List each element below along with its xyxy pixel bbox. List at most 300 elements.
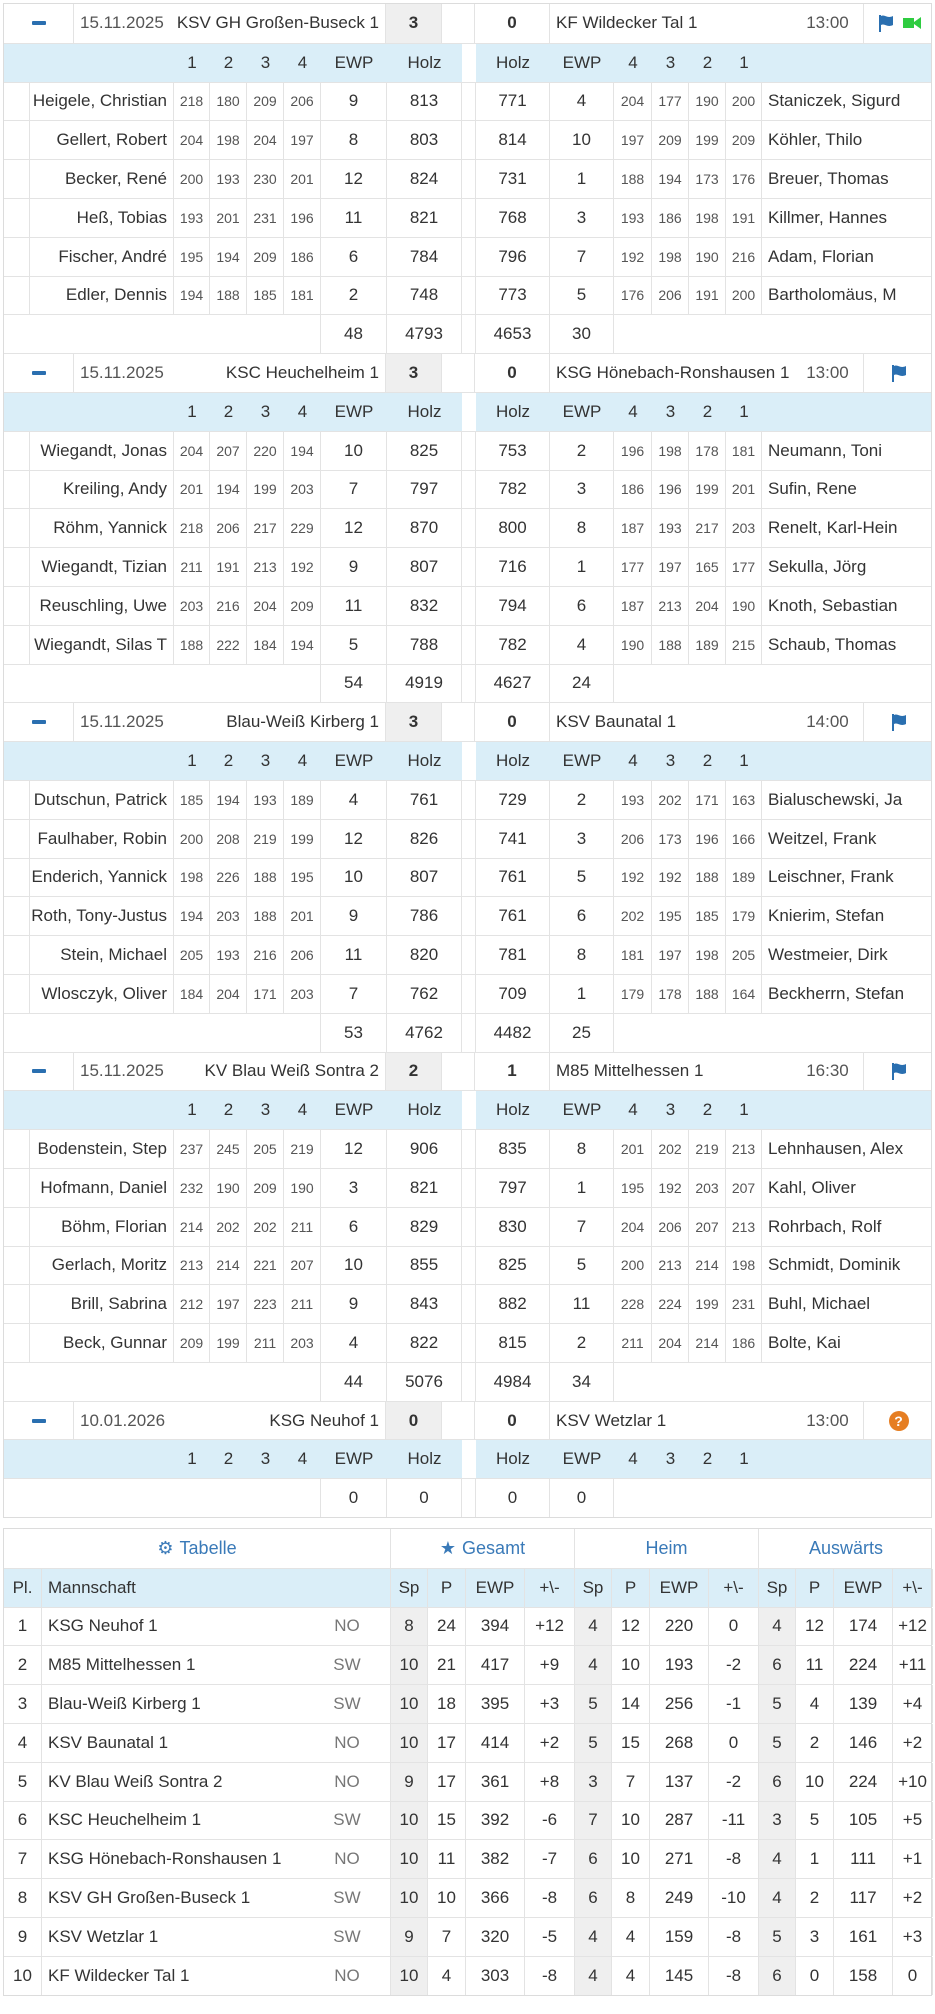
match-time: 13:00 [792,4,864,43]
middle-gap [462,626,476,664]
stat-h-2: 287 [650,1802,709,1840]
away-holz: 835 [476,1130,550,1168]
standing-place: 3 [4,1685,42,1723]
away-player-name[interactable]: Breuer, Thomas [768,169,889,189]
away-set-score: 202 [614,897,652,935]
middle-gap [462,199,476,237]
stat-h-0: 3 [575,1763,612,1801]
away-holz: 709 [476,975,550,1013]
row-spacer [4,897,30,935]
stat-g-2: 392 [466,1802,525,1840]
home-ewp: 11 [321,936,387,974]
home-set-score: 190 [284,1169,321,1207]
standing-team[interactable]: KSV Wetzlar 1 [48,1926,159,1946]
match-time: 13:00 [792,1402,864,1440]
home-total-holz: 4762 [387,1014,462,1052]
home-set-score: 212 [174,1285,210,1323]
away-set-score: 202 [652,781,689,819]
home-player-name[interactable]: Hofmann, Daniel [30,1169,174,1207]
away-set-score: 190 [689,83,726,121]
home-player-name[interactable]: Edler, Dennis [30,277,174,315]
home-set-score: 185 [174,781,210,819]
tab-gesamt[interactable] [391,1529,575,1568]
flag-icon[interactable] [889,712,909,732]
home-ewp: 4 [321,781,387,819]
home-ewp: 12 [321,160,387,198]
col-header-s1: 1 [187,751,197,771]
away-set-score: 186 [652,199,689,237]
stat-h-0: 4 [575,1957,612,1995]
tab-tabelle-label: Tabelle [179,1537,237,1558]
away-set-score: 207 [726,1169,762,1207]
home-set-score: 201 [284,160,321,198]
home-set-score: 209 [284,587,321,625]
away-set-score: 202 [652,1130,689,1168]
away-holz: 768 [476,199,550,237]
home-set-score: 197 [210,1285,247,1323]
flag-icon[interactable] [876,13,896,33]
match-icons [864,703,933,741]
collapse-button[interactable] [4,703,74,741]
away-set-score: 177 [726,548,762,586]
away-player-name[interactable]: Schaub, Thomas [768,634,897,654]
standings-row [4,1723,931,1762]
home-player-name[interactable]: Röhm, Yannick [30,509,174,547]
home-player-name[interactable]: Faulhaber, Robin [30,820,174,858]
stat-a-3: +11 [893,1646,933,1684]
away-player-name[interactable]: Neumann, Toni [768,440,883,460]
collapse-button[interactable] [4,1402,74,1440]
minus-icon[interactable] [32,1069,46,1073]
header-ewp: EWP [466,1569,525,1607]
minus-icon[interactable] [32,720,46,724]
col-header-s2: 2 [702,751,713,771]
stat-g-1: 11 [428,1840,466,1878]
home-player-name[interactable]: Stein, Michael [30,936,174,974]
away-ewp: 3 [550,820,614,858]
away-holz: 782 [476,626,550,664]
away-player-name[interactable]: Adam, Florian [768,246,874,266]
stat-g-0: 10 [391,1646,428,1684]
player-row [4,508,931,547]
stat-a-0: 6 [759,1763,796,1801]
standing-team[interactable]: M85 Mittelhessen 1 [48,1655,196,1675]
away-set-score: 203 [726,509,762,547]
away-team-name: KSG Hönebach-Ronshausen 1 [556,363,790,383]
home-player-name[interactable]: Bodenstein, Step [30,1130,174,1168]
home-holz: 748 [387,277,462,315]
away-player-name[interactable]: Rohrbach, Rolf [768,1216,882,1236]
middle-gap [462,548,476,586]
player-row [4,586,931,625]
stat-a-0: 5 [759,1685,796,1723]
away-set-score: 199 [689,121,726,159]
away-player-name[interactable]: Lehnhausen, Alex [768,1139,904,1158]
stat-a-2: 158 [834,1957,893,1995]
standing-team[interactable]: KV Blau Weiß Sontra 2 [48,1771,223,1791]
home-set-score: 198 [210,121,247,159]
away-player-name[interactable]: Killmer, Hannes [768,207,888,227]
away-set-score: 196 [652,471,689,509]
middle-gap [462,1208,476,1246]
totals-spacer [4,665,321,703]
away-team-name: M85 Mittelhessen 1 [556,1061,704,1081]
home-set-score: 203 [210,897,247,935]
away-set-score: 197 [652,548,689,586]
player-row [4,1246,931,1285]
home-set-score: 192 [284,548,321,586]
away-ewp: 8 [550,1130,614,1168]
away-team-name: KSV Baunatal 1 [556,712,677,732]
home-ewp: 9 [321,548,387,586]
totals-spacer [4,1014,321,1052]
home-player-name[interactable]: Heigele, Christian [30,83,174,121]
stat-h-3: -11 [709,1802,759,1840]
home-set-score: 199 [284,820,321,858]
home-player-name[interactable]: Gellert, Robert [30,121,174,159]
col-header-holz: Holz [495,1449,530,1469]
away-player-name[interactable]: Buhl, Michael [768,1294,871,1314]
away-holz: 830 [476,1208,550,1246]
header-diff: +\- [709,1569,759,1607]
home-ewp: 11 [321,587,387,625]
away-player-name[interactable]: Kahl, Oliver [768,1177,856,1197]
stat-h-3: -8 [709,1957,759,1995]
row-spacer [4,277,30,315]
stat-h-0: 6 [575,1840,612,1878]
home-player-name[interactable]: Reuschling, Uwe [30,587,174,625]
away-set-score: 213 [652,587,689,625]
away-set-score: 199 [689,1285,726,1323]
stat-a-3: +3 [893,1918,933,1956]
col-header-s3: 3 [665,52,676,72]
stat-g-3: -7 [525,1840,575,1878]
home-player-name[interactable]: Wiegandt, Jonas [30,432,174,470]
stat-h-1: 10 [612,1840,650,1878]
stat-h-1: 10 [612,1646,650,1684]
row-spacer [4,587,30,625]
stat-g-3: +12 [525,1608,575,1646]
away-player-name[interactable]: Sekulla, Jörg [768,557,867,577]
home-player-name[interactable]: Becker, René [30,160,174,198]
home-set-score: 211 [284,1285,321,1323]
away-set-score: 204 [652,1324,689,1362]
home-set-score: 194 [210,471,247,509]
home-ewp: 4 [321,1324,387,1362]
home-set-score: 205 [174,936,210,974]
away-set-score: 231 [726,1285,762,1323]
away-ewp: 7 [550,1208,614,1246]
player-column-header [4,1090,931,1129]
stat-g-2: 395 [466,1685,525,1723]
away-total-holz: 4482 [476,1014,550,1052]
stat-a-3: +4 [893,1685,933,1723]
home-player-name[interactable]: Gerlach, Moritz [30,1247,174,1285]
home-set-score: 195 [174,238,210,276]
middle-gap [462,1169,476,1207]
stat-a-1: 4 [796,1685,834,1723]
stat-a-1: 10 [796,1763,834,1801]
away-set-score: 194 [652,160,689,198]
tab-heim[interactable]: Heim [575,1529,759,1568]
away-holz: 761 [476,859,550,897]
home-set-score: 171 [247,975,284,1013]
away-ewp: 11 [550,1285,614,1323]
home-set-score: 194 [210,238,247,276]
home-set-score: 218 [174,509,210,547]
col-header-holz: Holz [495,751,530,771]
away-score: 0 [475,703,550,741]
home-score: 0 [386,1402,442,1440]
home-holz: 784 [387,238,462,276]
middle-gap [462,897,476,935]
away-ewp: 3 [550,471,614,509]
away-set-score: 192 [614,238,652,276]
standings-card [3,1528,932,1996]
home-total-ewp: 53 [321,1014,387,1052]
col-header-s2: 2 [223,1449,234,1469]
col-header-s1: 1 [739,401,749,421]
video-icon[interactable] [902,13,922,33]
middle-gap [462,1285,476,1323]
away-set-score: 219 [689,1130,726,1168]
home-player-name[interactable]: Fischer, André [30,238,174,276]
stat-g-1: 7 [428,1918,466,1956]
home-set-score: 188 [210,277,247,315]
home-set-score: 201 [210,199,247,237]
away-player-name[interactable]: Weitzel, Frank [768,828,877,848]
home-player-name[interactable]: Kreiling, Andy [30,471,174,509]
stat-a-3: 0 [893,1957,933,1995]
standing-region: SW [304,1646,391,1684]
middle-gap [462,587,476,625]
standing-place: 9 [4,1918,42,1956]
home-team-name: Blau-Weiß Kirberg 1 [176,703,386,741]
home-set-score: 199 [247,471,284,509]
match-time: 16:30 [792,1053,864,1091]
standing-team[interactable]: KF Wildecker Tal 1 [48,1965,190,1985]
collapse-button[interactable] [4,1053,74,1091]
away-player-name[interactable]: Knierim, Stefan [768,906,885,926]
col-header-blank [762,44,933,82]
stat-g-1: 4 [428,1957,466,1995]
help-icon[interactable]: ? [889,1411,909,1431]
home-set-score: 193 [210,160,247,198]
home-player-name[interactable]: Beck, Gunnar [30,1324,174,1362]
home-player-name[interactable]: Dutschun, Patrick [30,781,174,819]
away-player-name[interactable]: Sufin, Rene [768,479,857,499]
player-column-header [4,1439,931,1478]
col-header-blank [4,742,30,780]
minus-icon[interactable] [32,21,46,25]
away-set-score: 188 [689,859,726,897]
away-set-score: 188 [614,160,652,198]
home-ewp: 9 [321,83,387,121]
home-set-score: 220 [247,432,284,470]
home-set-score: 232 [174,1169,210,1207]
home-player-name[interactable]: Wiegandt, Tizian [30,548,174,586]
away-set-score: 206 [652,1208,689,1246]
home-set-score: 201 [284,897,321,935]
away-player-name[interactable]: Bolte, Kai [768,1332,841,1352]
home-player-name[interactable]: Heß, Tobias [30,199,174,237]
away-set-score: 201 [726,471,762,509]
standing-place: 7 [4,1840,42,1878]
home-total-holz: 4919 [387,665,462,703]
stat-h-2: 256 [650,1685,709,1723]
col-header-s1: 1 [187,401,197,421]
home-player-name[interactable]: Brill, Sabrina [30,1285,174,1323]
home-player-name[interactable]: Roth, Tony-Justus [30,897,174,935]
home-holz: 788 [387,626,462,664]
away-holz: 731 [476,160,550,198]
standing-team[interactable]: KSC Heuchelheim 1 [48,1810,202,1830]
minus-icon[interactable] [32,371,46,375]
home-set-score: 195 [284,859,321,897]
away-set-score: 190 [614,626,652,664]
away-ewp: 1 [550,1169,614,1207]
away-set-score: 201 [614,1130,652,1168]
standing-team[interactable]: KSV GH Großen-Buseck 1 [48,1888,251,1908]
home-player-name[interactable]: Enderich, Yannick [30,859,174,897]
home-set-score: 219 [247,820,284,858]
row-spacer [4,1285,30,1323]
away-player-name[interactable]: Köhler, Thilo [768,130,863,150]
home-ewp: 11 [321,199,387,237]
player-row [4,935,931,974]
away-player-name[interactable]: Knoth, Sebastian [768,595,898,615]
match-header-row [4,1401,931,1440]
middle-gap [462,1363,476,1401]
flag-icon[interactable] [889,1061,909,1081]
home-holz: 821 [387,1169,462,1207]
col-header-s4: 4 [628,1449,638,1469]
home-ewp: 6 [321,238,387,276]
home-set-score: 209 [247,1169,284,1207]
away-set-score: 176 [726,160,762,198]
home-set-score: 211 [284,1208,321,1246]
standings-row [4,1956,931,1995]
away-ewp: 4 [550,83,614,121]
middle-gap [462,509,476,547]
stat-h-3: 0 [709,1608,759,1646]
home-holz: 906 [387,1130,462,1168]
home-set-score: 206 [284,936,321,974]
stat-h-1: 4 [612,1957,650,1995]
standing-place: 4 [4,1724,42,1762]
tab-gesamt-label: Gesamt [462,1537,526,1558]
away-set-score: 196 [689,820,726,858]
away-player-name[interactable]: Staniczek, Sigurd [768,91,901,111]
stat-g-1: 10 [428,1879,466,1917]
flag-icon[interactable] [889,363,909,383]
row-spacer [4,975,30,1013]
player-row [4,82,931,121]
away-player-name[interactable]: Bialuschewski, Ja [768,789,903,809]
away-set-score: 187 [614,587,652,625]
away-ewp: 6 [550,587,614,625]
away-holz: 782 [476,471,550,509]
row-spacer [4,83,30,121]
col-header-holz: Holz [407,1449,442,1469]
row-spacer [4,1169,30,1207]
stat-g-1: 17 [428,1763,466,1801]
row-spacer [4,859,30,897]
standing-team[interactable]: Blau-Weiß Kirberg 1 [48,1694,201,1714]
away-set-score: 189 [689,626,726,664]
collapse-button[interactable] [4,4,74,43]
away-player-name[interactable]: Leischner, Frank [768,867,894,887]
away-player-name[interactable]: Schmidt, Dominik [768,1255,901,1275]
away-set-score: 176 [614,277,652,315]
col-header-s2: 2 [702,401,713,421]
tab-auswaerts[interactable]: Auswärts [808,1537,884,1558]
home-holz: 786 [387,897,462,935]
away-set-score: 164 [726,975,762,1013]
stat-h-3: -8 [709,1918,759,1956]
header-sp: Sp [759,1569,796,1607]
middle-gap [462,1247,476,1285]
away-set-score: 190 [726,587,762,625]
stat-a-2: 146 [834,1724,893,1762]
col-header-s3: 3 [260,1449,271,1469]
middle-gap [462,859,476,897]
standings-row [4,1878,931,1917]
away-player-name[interactable]: Renelt, Karl-Hein [768,518,898,538]
stat-a-1: 12 [796,1608,834,1646]
header-diff: +\- [525,1569,575,1607]
col-header-holz: Holz [407,1100,442,1120]
away-set-score: 198 [652,432,689,470]
home-ewp: 9 [321,1285,387,1323]
away-player-name[interactable]: Bartholomäus, M [768,285,897,305]
col-header-s1: 1 [187,1100,197,1120]
col-header-blank [762,393,933,431]
away-player-name[interactable]: Beckherrn, Stefan [768,983,905,1003]
stat-a-0: 3 [759,1802,796,1840]
standing-team[interactable]: KSG Neuhof 1 [48,1616,158,1636]
standing-team[interactable]: KSV Baunatal 1 [48,1732,169,1752]
col-header-holz: Holz [407,401,442,421]
home-total-holz: 0 [387,1479,462,1517]
home-holz: 807 [387,548,462,586]
stat-g-3: +8 [525,1763,575,1801]
tab-tabelle[interactable] [4,1529,391,1568]
minus-icon[interactable] [32,1419,46,1423]
home-player-name[interactable]: Wlosczyk, Oliver [30,975,174,1013]
middle-gap [462,1014,476,1052]
middle-gap [462,665,476,703]
home-set-score: 194 [284,432,321,470]
away-set-score: 181 [726,432,762,470]
home-set-score: 216 [210,587,247,625]
away-set-score: 187 [614,509,652,547]
col-header-ewp: EWP [334,1449,374,1469]
home-set-score: 211 [174,548,210,586]
player-row [4,1168,931,1207]
home-player-name[interactable]: Wiegandt, Silas T [30,626,174,664]
away-player-name[interactable]: Westmeier, Dirk [768,945,888,965]
row-spacer [4,160,30,198]
home-set-score: 209 [247,238,284,276]
standing-team[interactable]: KSG Hönebach-Ronshausen 1 [48,1849,282,1869]
collapse-button[interactable] [4,354,74,392]
home-set-score: 206 [210,509,247,547]
home-set-score: 200 [174,160,210,198]
away-ewp: 1 [550,548,614,586]
player-row [4,237,931,276]
home-player-name[interactable]: Böhm, Florian [30,1208,174,1246]
